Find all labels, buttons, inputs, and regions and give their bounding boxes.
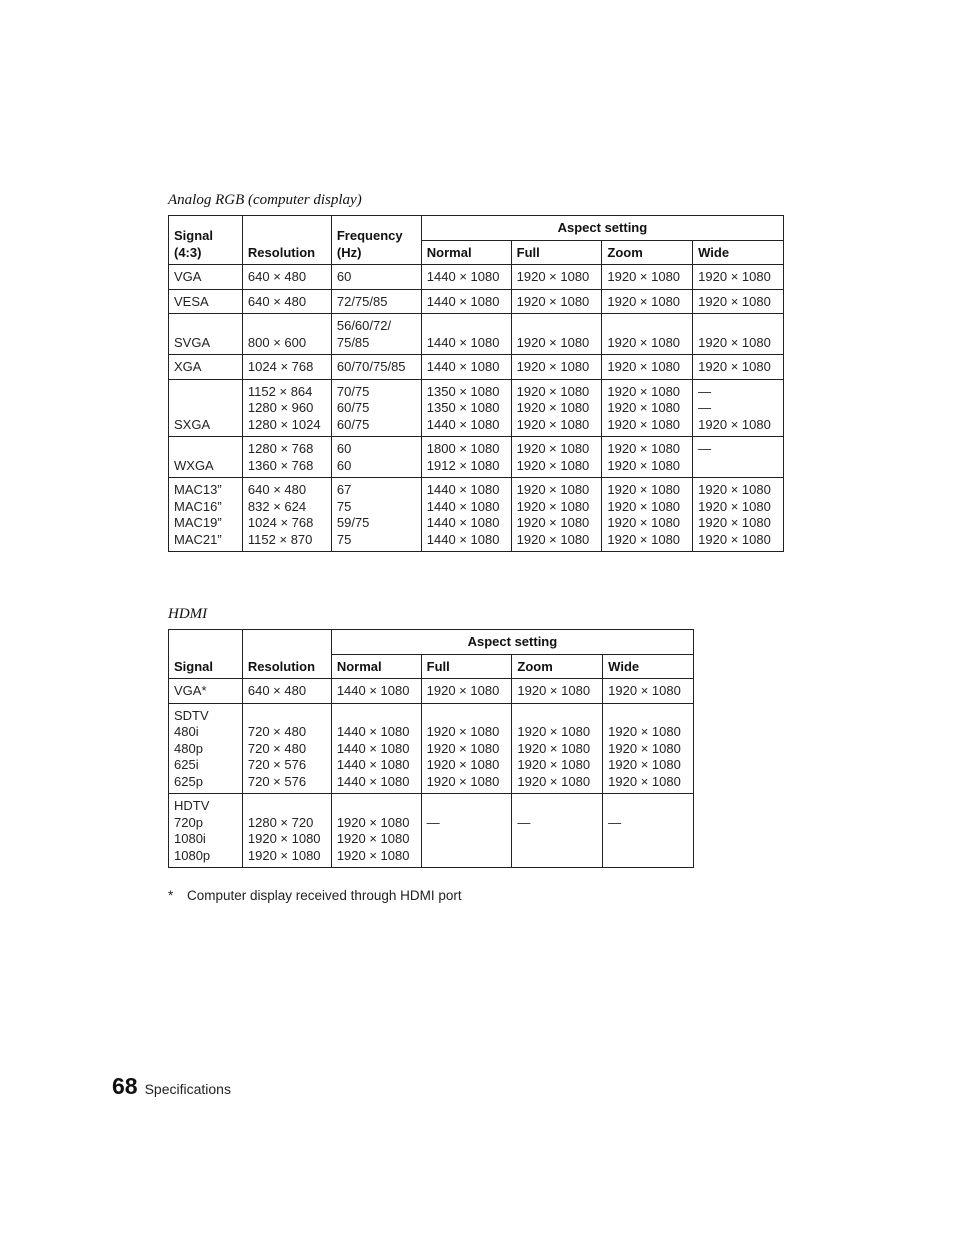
cell-normal: 1920 × 1080 1920 × 1080 1920 × 1080 xyxy=(331,794,421,868)
cell-frequency: 67 75 59/75 75 xyxy=(331,478,421,552)
cell-frequency: 56/60/72/ 75/85 xyxy=(331,314,421,355)
table-row xyxy=(169,314,784,355)
footnote-text: Computer display received through HDMI port xyxy=(187,888,462,903)
cell-full: 1920 × 1080 xyxy=(511,265,602,290)
cell-resolution: 720 × 480 720 × 480 720 × 576 720 × 576 xyxy=(242,703,331,794)
cell-resolution: 1024 × 768 xyxy=(242,355,331,380)
cell-full: 1920 × 1080 1920 × 1080 xyxy=(511,437,602,478)
cell-frequency: 60 60 xyxy=(331,437,421,478)
cell-normal: 1440 × 1080 1440 × 1080 1440 × 1080 1440 × 1080 xyxy=(331,703,421,794)
cell-frequency: 70/75 60/75 60/75 xyxy=(331,379,421,437)
cell-frequency: 72/75/85 xyxy=(331,289,421,314)
header-aspect-setting: Aspect setting xyxy=(331,630,693,655)
table-row xyxy=(169,379,784,437)
cell-normal: 1440 × 1080 xyxy=(421,265,511,290)
cell-wide: 1920 × 1080 xyxy=(603,679,694,704)
cell-full: 1920 × 1080 xyxy=(511,289,602,314)
cell-signal: SXGA xyxy=(169,379,243,437)
cell-wide: 1920 × 1080 xyxy=(693,289,784,314)
cell-normal: 1440 × 1080 xyxy=(421,355,511,380)
footnote-mark: * xyxy=(168,888,174,903)
cell-frequency: 60/70/75/85 xyxy=(331,355,421,380)
cell-normal: 1440 × 1080 1440 × 1080 1440 × 1080 1440 × 1080 xyxy=(421,478,511,552)
header-wide: Wide xyxy=(603,654,694,679)
cell-normal: 1440 × 1080 xyxy=(421,314,511,355)
table-row xyxy=(169,289,784,314)
cell-full: 1920 × 1080 1920 × 1080 1920 × 1080 1920 × 1080 xyxy=(421,703,512,794)
cell-signal: WXGA xyxy=(169,437,243,478)
table-row xyxy=(169,437,784,478)
cell-zoom: 1920 × 1080 1920 × 1080 1920 × 1080 1920 × 1080 xyxy=(602,478,693,552)
header-full: Full xyxy=(511,240,602,265)
cell-wide: — xyxy=(693,437,784,478)
cell-signal: SVGA xyxy=(169,314,243,355)
cell-signal: VGA xyxy=(169,265,243,290)
table-row xyxy=(169,478,784,552)
cell-signal: VESA xyxy=(169,289,243,314)
section-name: Specifications xyxy=(144,1081,231,1097)
cell-signal: VGA* xyxy=(169,679,243,704)
cell-wide: 1920 × 1080 xyxy=(693,314,784,355)
header-aspect-setting: Aspect setting xyxy=(421,216,783,241)
cell-full: — xyxy=(421,794,512,868)
cell-signal: XGA xyxy=(169,355,243,380)
cell-normal: 1440 × 1080 xyxy=(421,289,511,314)
cell-zoom: 1920 × 1080 xyxy=(602,314,693,355)
cell-wide: 1920 × 1080 1920 × 1080 1920 × 1080 1920 × 1080 xyxy=(693,478,784,552)
cell-normal: 1800 × 1080 1912 × 1080 xyxy=(421,437,511,478)
header-resolution: Resolution xyxy=(242,630,331,679)
hdmi-table xyxy=(168,629,694,868)
footnote xyxy=(168,888,462,903)
cell-wide: — — 1920 × 1080 xyxy=(693,379,784,437)
cell-frequency: 60 xyxy=(331,265,421,290)
cell-normal: 1350 × 1080 1350 × 1080 1440 × 1080 xyxy=(421,379,511,437)
header-signal: Signal xyxy=(169,630,243,679)
analog-rgb-table xyxy=(168,215,784,552)
header-frequency: Frequency (Hz) xyxy=(331,216,421,265)
table-row xyxy=(169,679,694,704)
header-normal: Normal xyxy=(421,240,511,265)
cell-resolution: 800 × 600 xyxy=(242,314,331,355)
cell-zoom: 1920 × 1080 xyxy=(602,265,693,290)
header-signal: Signal (4:3) xyxy=(169,216,243,265)
cell-zoom: 1920 × 1080 1920 × 1080 xyxy=(602,437,693,478)
cell-full: 1920 × 1080 xyxy=(421,679,512,704)
cell-resolution: 640 × 480 xyxy=(242,289,331,314)
header-zoom: Zoom xyxy=(512,654,603,679)
cell-signal: HDTV 720p 1080i 1080p xyxy=(169,794,243,868)
cell-resolution: 640 × 480 xyxy=(242,265,331,290)
analog-table-caption: Analog RGB (computer display) xyxy=(168,192,362,208)
cell-resolution: 640 × 480 xyxy=(242,679,331,704)
cell-zoom: 1920 × 1080 xyxy=(602,289,693,314)
cell-zoom: 1920 × 1080 1920 × 1080 1920 × 1080 1920 × 1080 xyxy=(512,703,603,794)
table-row xyxy=(169,794,694,868)
cell-signal: SDTV 480i 480p 625i 625p xyxy=(169,703,243,794)
cell-zoom: 1920 × 1080 xyxy=(512,679,603,704)
table-row xyxy=(169,265,784,290)
cell-resolution: 1152 × 864 1280 × 960 1280 × 1024 xyxy=(242,379,331,437)
cell-wide: 1920 × 1080 xyxy=(693,355,784,380)
cell-wide: 1920 × 1080 xyxy=(693,265,784,290)
cell-full: 1920 × 1080 1920 × 1080 1920 × 1080 1920 × 1080 xyxy=(511,478,602,552)
cell-normal: 1440 × 1080 xyxy=(331,679,421,704)
cell-zoom: 1920 × 1080 xyxy=(602,355,693,380)
cell-full: 1920 × 1080 1920 × 1080 1920 × 1080 xyxy=(511,379,602,437)
cell-resolution: 1280 × 768 1360 × 768 xyxy=(242,437,331,478)
cell-zoom: 1920 × 1080 1920 × 1080 1920 × 1080 xyxy=(602,379,693,437)
cell-signal: MAC13” MAC16” MAC19” MAC21” xyxy=(169,478,243,552)
cell-wide: — xyxy=(603,794,694,868)
table-row xyxy=(169,703,694,794)
cell-full: 1920 × 1080 xyxy=(511,355,602,380)
page-number: 68 xyxy=(112,1073,138,1099)
hdmi-table-caption: HDMI xyxy=(168,606,208,622)
cell-full: 1920 × 1080 xyxy=(511,314,602,355)
cell-resolution: 1280 × 720 1920 × 1080 1920 × 1080 xyxy=(242,794,331,868)
cell-zoom: — xyxy=(512,794,603,868)
header-zoom: Zoom xyxy=(602,240,693,265)
page-footer xyxy=(112,1073,231,1100)
header-wide: Wide xyxy=(693,240,784,265)
table-row xyxy=(169,355,784,380)
header-resolution: Resolution xyxy=(242,216,331,265)
header-normal: Normal xyxy=(331,654,421,679)
cell-resolution: 640 × 480 832 × 624 1024 × 768 1152 × 870 xyxy=(242,478,331,552)
cell-wide: 1920 × 1080 1920 × 1080 1920 × 1080 1920 × 1080 xyxy=(603,703,694,794)
header-full: Full xyxy=(421,654,512,679)
